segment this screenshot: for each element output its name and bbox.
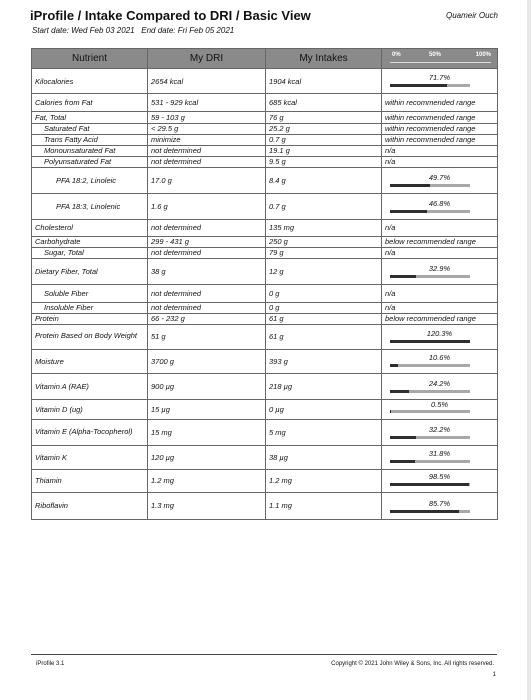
- percent-bar-fill: [390, 364, 398, 367]
- range-status: n/a: [382, 284, 498, 302]
- range-status: below recommended range: [382, 313, 498, 324]
- percent-label: 0.5%: [430, 399, 449, 409]
- dri-value: 15 mg: [148, 419, 266, 445]
- range-status: n/a: [382, 145, 498, 156]
- report-title: iProfile / Intake Compared to DRI / Basic View: [30, 8, 311, 23]
- percent-bar-fill: [390, 436, 416, 439]
- intake-value: 19.1 g: [266, 145, 382, 156]
- percent-label: 120.3%: [426, 328, 453, 338]
- author-name: Quameir Ouch: [445, 11, 498, 20]
- dri-value: not determined: [148, 247, 266, 258]
- scale-label-50: 50%: [429, 52, 442, 58]
- page-number: 1: [492, 672, 496, 678]
- dri-value: 15 µg: [148, 399, 266, 419]
- intake-value: 218 µg: [266, 373, 382, 399]
- intake-value: 76 g: [266, 112, 382, 124]
- dri-value: 2654 kcal: [148, 69, 266, 94]
- start-date: Start date: Wed Feb 03 2021: [32, 26, 135, 35]
- table-row: [32, 236, 498, 247]
- percent-label: 24.2%: [428, 378, 451, 388]
- nutrient-name: Vitamin E (Alpha-Tocopherol): [32, 419, 148, 445]
- nutrient-name: Fat, Total: [32, 112, 148, 124]
- dri-value: 900 µg: [148, 373, 266, 399]
- table-row: [32, 258, 498, 284]
- page-edge: [527, 0, 531, 700]
- table-header-row: [32, 49, 498, 69]
- intake-value: 0.7 g: [266, 193, 382, 219]
- percent-bar-fill: [390, 460, 415, 463]
- dri-value: 38 g: [148, 258, 266, 284]
- nutrient-name: Kilocalories: [32, 69, 148, 94]
- footer-version: iProfile 3.1: [36, 661, 65, 667]
- percent-bar: [390, 275, 470, 278]
- range-status: within recommended range: [382, 112, 498, 124]
- dri-value: 1.3 mg: [148, 492, 266, 519]
- intake-value: 0 µg: [266, 399, 382, 419]
- dri-value: 120 µg: [148, 445, 266, 469]
- intake-value: 0 g: [266, 284, 382, 302]
- nutrient-name: Vitamin K: [32, 445, 148, 469]
- range-status: n/a: [382, 247, 498, 258]
- intake-value: 9.5 g: [266, 156, 382, 167]
- nutrient-name: PFA 18:2, Linoleic: [32, 167, 148, 193]
- percent-label: 32.9%: [428, 263, 451, 273]
- nutrient-name: Carbohydrate: [32, 236, 148, 247]
- percent-cell: [382, 258, 498, 284]
- percent-bar-fill: [390, 275, 416, 278]
- percent-cell: [382, 373, 498, 399]
- dri-value: 17.0 g: [148, 167, 266, 193]
- percent-bar: [390, 184, 470, 187]
- dri-value: not determined: [148, 156, 266, 167]
- nutrient-name: Vitamin D (ug): [32, 399, 148, 419]
- percent-bar-fill: [390, 84, 447, 87]
- percent-bar-fill: [390, 390, 409, 393]
- table-row: [32, 247, 498, 258]
- intake-value: 61 g: [266, 313, 382, 324]
- percent-bar-fill: [390, 510, 459, 513]
- intake-value: 393 g: [266, 349, 382, 373]
- date-range: [32, 26, 234, 35]
- percent-label: 85.7%: [428, 498, 451, 508]
- nutrient-name: Saturated Fat: [32, 123, 148, 134]
- table-row: [32, 112, 498, 124]
- col-header-intakes: My Intakes: [266, 49, 382, 69]
- table-row: [32, 219, 498, 236]
- table-row: [32, 302, 498, 313]
- percent-label: 46.8%: [428, 198, 451, 208]
- table-row: [32, 145, 498, 156]
- percent-label: 31.8%: [428, 448, 451, 458]
- nutrient-name: Monounsaturated Fat: [32, 145, 148, 156]
- percent-cell: [382, 399, 498, 419]
- percent-label: 49.7%: [428, 172, 451, 182]
- range-status: n/a: [382, 302, 498, 313]
- intake-value: 0.7 g: [266, 134, 382, 145]
- percent-bar: [390, 364, 470, 367]
- nutrient-name: Trans Fatty Acid: [32, 134, 148, 145]
- percent-cell: [382, 492, 498, 519]
- percent-bar: [390, 410, 470, 413]
- percent-cell: [382, 193, 498, 219]
- percent-label: 98.5%: [428, 471, 451, 481]
- table-row: [32, 94, 498, 112]
- table-row: [32, 399, 498, 419]
- percent-cell: [382, 167, 498, 193]
- table-row: [32, 167, 498, 193]
- percent-bar-fill: [390, 483, 469, 486]
- nutrient-name: Cholesterol: [32, 219, 148, 236]
- dri-value: 1.6 g: [148, 193, 266, 219]
- percent-cell: [382, 349, 498, 373]
- percent-bar-fill: [390, 210, 427, 213]
- dri-value: 299 - 431 g: [148, 236, 266, 247]
- table-row: [32, 445, 498, 469]
- intake-value: 1904 kcal: [266, 69, 382, 94]
- dri-value: 66 - 232 g: [148, 313, 266, 324]
- percent-bar: [390, 84, 470, 87]
- range-status: within recommended range: [382, 94, 498, 112]
- nutrient-name: Vitamin A (RAE): [32, 373, 148, 399]
- percent-cell: [382, 324, 498, 349]
- intake-value: 0 g: [266, 302, 382, 313]
- dri-value: not determined: [148, 219, 266, 236]
- intake-value: 1.1 mg: [266, 492, 382, 519]
- nutrient-name: Soluble Fiber: [32, 284, 148, 302]
- percent-label: 10.6%: [428, 352, 451, 362]
- percent-cell: [382, 469, 498, 492]
- percent-bar-fill: [390, 340, 470, 343]
- range-status: within recommended range: [382, 134, 498, 145]
- range-status: n/a: [382, 219, 498, 236]
- table-row: [32, 123, 498, 134]
- intake-value: 79 g: [266, 247, 382, 258]
- nutrient-name: Riboflavin: [32, 492, 148, 519]
- dri-value: 3700 g: [148, 349, 266, 373]
- dri-value: not determined: [148, 302, 266, 313]
- range-status: below recommended range: [382, 236, 498, 247]
- percent-bar: [390, 390, 470, 393]
- dri-value: 1.2 mg: [148, 469, 266, 492]
- percent-bar: [390, 510, 470, 513]
- scale-label-0: 0%: [392, 52, 401, 58]
- intake-value: 1.2 mg: [266, 469, 382, 492]
- intake-value: 61 g: [266, 324, 382, 349]
- footer-divider: [31, 654, 497, 655]
- nutrient-name: Insoluble Fiber: [32, 302, 148, 313]
- percent-bar: [390, 210, 470, 213]
- nutrient-name: Moisture: [32, 349, 148, 373]
- table-row: [32, 134, 498, 145]
- dri-value: not determined: [148, 145, 266, 156]
- percent-cell: [382, 69, 498, 94]
- col-header-dri: My DRI: [148, 49, 266, 69]
- percent-cell: [382, 445, 498, 469]
- percent-label: 71.7%: [428, 73, 451, 82]
- table-row: [32, 349, 498, 373]
- percent-bar: [390, 483, 470, 486]
- nutrient-name: Protein: [32, 313, 148, 324]
- percent-label: 32.2%: [428, 424, 451, 434]
- intake-value: 38 µg: [266, 445, 382, 469]
- intake-value: 8.4 g: [266, 167, 382, 193]
- intake-value: 25.2 g: [266, 123, 382, 134]
- nutrient-name: PFA 18:3, Linolenic: [32, 193, 148, 219]
- dri-value: minimize: [148, 134, 266, 145]
- range-status: within recommended range: [382, 123, 498, 134]
- intake-value: 5 mg: [266, 419, 382, 445]
- dri-value: 59 - 103 g: [148, 112, 266, 124]
- footer-copyright: Copyright © 2021 John Wiley & Sons, Inc. All rights reserved.: [331, 661, 494, 667]
- table-row: [32, 193, 498, 219]
- nutrient-name: Sugar, Total: [32, 247, 148, 258]
- table-row: [32, 313, 498, 324]
- dri-value: 51 g: [148, 324, 266, 349]
- intake-value: 135 mg: [266, 219, 382, 236]
- nutrient-name: Polyunsaturated Fat: [32, 156, 148, 167]
- percent-bar: [390, 436, 470, 439]
- intake-value: 12 g: [266, 258, 382, 284]
- table-row: [32, 324, 498, 349]
- nutrient-name: Protein Based on Body Weight: [32, 324, 148, 349]
- table-row: [32, 373, 498, 399]
- percent-cell: [382, 419, 498, 445]
- dri-value: 531 - 929 kcal: [148, 94, 266, 112]
- table-row: [32, 69, 498, 94]
- percent-bar-fill: [390, 184, 430, 187]
- col-header-percent-scale: [382, 49, 498, 69]
- table-row: [32, 419, 498, 445]
- percent-bar: [390, 340, 470, 343]
- intake-value: 250 g: [266, 236, 382, 247]
- table-row: [32, 284, 498, 302]
- dri-value: < 29.5 g: [148, 123, 266, 134]
- intake-value: 685 kcal: [266, 94, 382, 112]
- dri-table: [31, 48, 498, 520]
- col-header-nutrient: Nutrient: [32, 49, 148, 69]
- nutrient-name: Calories from Fat: [32, 94, 148, 112]
- nutrient-name: Dietary Fiber, Total: [32, 258, 148, 284]
- percent-bar: [390, 460, 470, 463]
- end-date: End date: Fri Feb 05 2021: [141, 26, 235, 35]
- range-status: n/a: [382, 156, 498, 167]
- scale-label-100: 100%: [475, 52, 491, 58]
- table-row: [32, 469, 498, 492]
- dri-value: not determined: [148, 284, 266, 302]
- table-row: [32, 156, 498, 167]
- scale-rule: [390, 62, 491, 63]
- table-row: [32, 492, 498, 519]
- nutrient-name: Thiamin: [32, 469, 148, 492]
